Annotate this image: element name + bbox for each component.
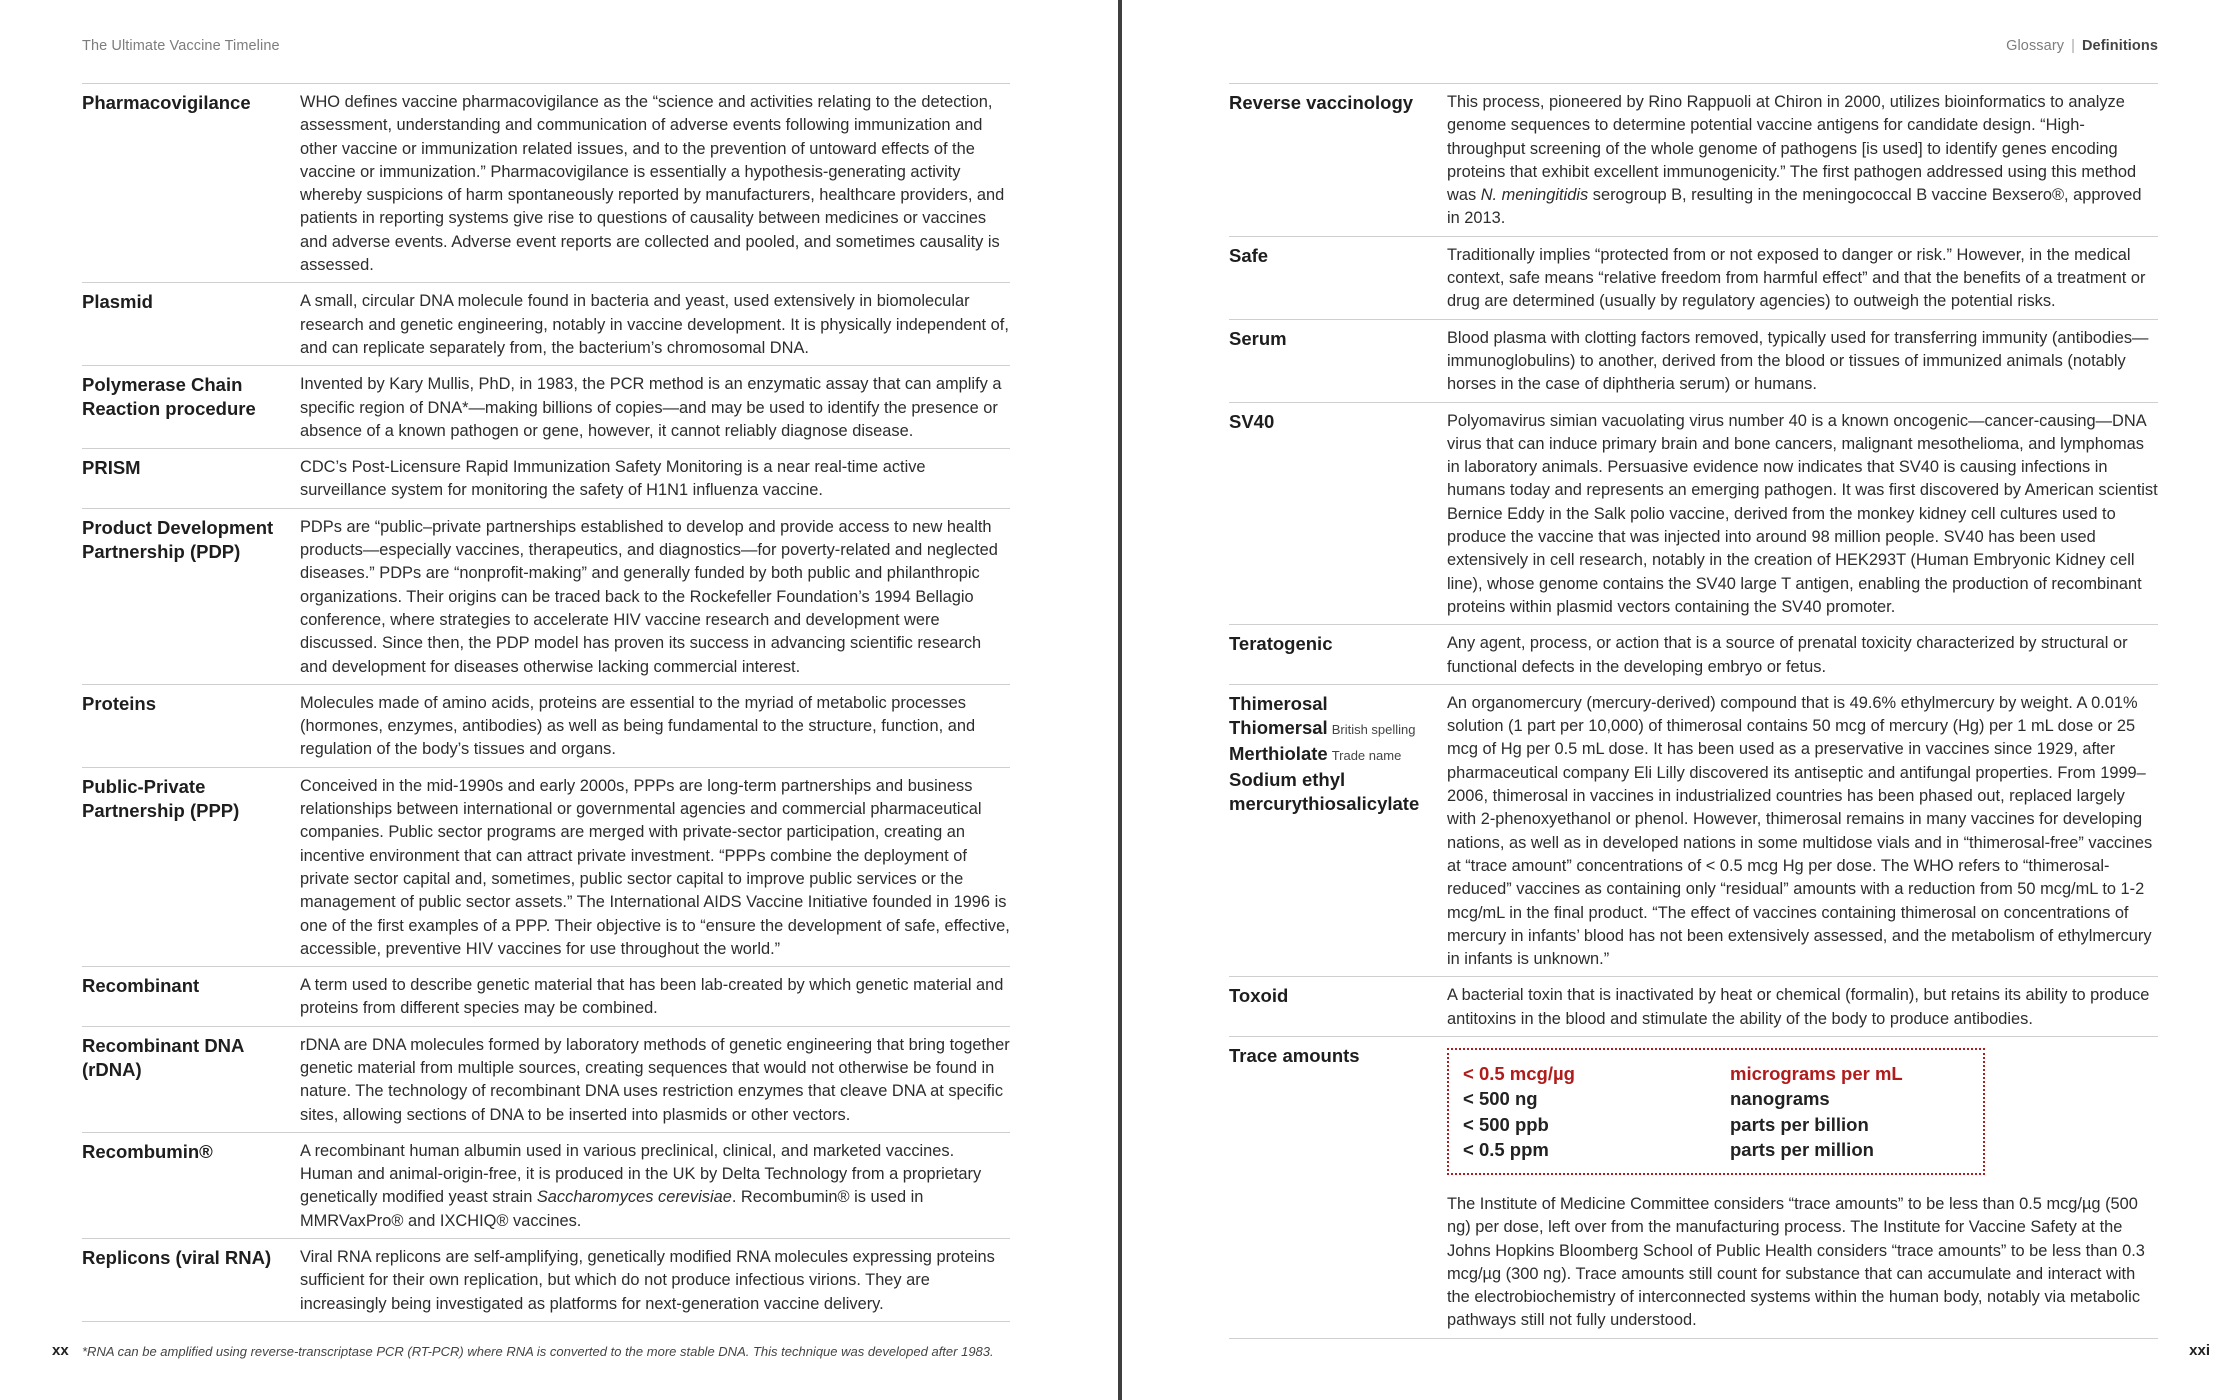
glossary-term: Pharmacovigilance — [82, 92, 251, 113]
trace-amount: < 500 ppb — [1463, 1113, 1549, 1135]
definition-text: A small, circular DNA molecule found in bacteria and yeast, used extensively in biomolecular research and genetic engineering, notably in vaccine development. It is physically independent of, and can replicate separately from, the bacterium’s chromosomal DNA. — [300, 292, 1009, 357]
glossary-entry-replicons — [82, 1238, 1010, 1322]
running-head: The Ultimate Vaccine Timeline — [82, 38, 280, 54]
glossary-list — [1229, 83, 2158, 1339]
definition-text: rDNA are DNA molecules formed by laboratory methods of genetic engineering that bring together genetic material from multiple sources, creating sequences that would not otherwise be found in nature. The technology of recombinant DNA uses restriction enzymes that cleave DNA at specific sites, allowing sections of DNA to be inserted into plasmids or other vectors. — [300, 1035, 1010, 1124]
trace-meaning: micrograms per mL — [1730, 1062, 1903, 1084]
glossary-entry-rdna — [82, 1026, 1010, 1132]
term-name: Sodium ethyl mercurythiosalicylate — [1229, 768, 1420, 814]
species-name: N. meningitidis — [1480, 186, 1589, 205]
page-number: xxi — [2189, 1342, 2210, 1359]
term-line — [1229, 742, 1447, 768]
glossary-entry-ppp — [82, 767, 1010, 966]
glossary-definition — [1447, 981, 2158, 1031]
glossary-term: Polymerase Chain Reaction procedure — [82, 374, 256, 420]
term-line — [1229, 768, 1447, 816]
glossary-entry-pcr — [82, 365, 1010, 448]
glossary-term: Teratogenic — [1229, 633, 1333, 655]
glossary-entry-prism — [82, 448, 1010, 508]
glossary-term-group — [1229, 689, 1447, 972]
glossary-definition — [1447, 1041, 2158, 1333]
glossary-term: SV40 — [1229, 410, 1275, 432]
definition-text: Polyomavirus simian vacuolating virus number 40 is a known oncogenic—cancer-causing—DNA virus that can induce primary brain and bone cancers, malignant mesothelioma, and lymphomas in laboratory animals. Persuasive evidence now indicates that SV40 is causing infections in humans today and represents an emerging pathogen. It was first discovered by American scientist Bernice Eddy in the Salk polio vaccine, derived from the monkey kidney cell cultures used to produce the vaccine that was injected into around 98 million people. SV40 has been used extensively in cell research, notably in the creation of HEK293T (Human Embryonic Kidney cell line), whose genome contains the SV40 large T antigen, enabling the production of recombinant proteins within plasmid vectors containing the SV40 promoter. — [1447, 411, 2158, 616]
trace-meaning: parts per billion — [1730, 1113, 1869, 1135]
glossary-entry-proteins — [82, 684, 1010, 767]
definition-text: Molecules made of amino acids, proteins are essential to the myriad of metabolic processes (hormones, enzymes, antibodies) as well as being fundamental to the structure, function, and regulation of the body’s tissues and organs. — [300, 693, 976, 759]
trace-amount: < 0.5 mcg/µg — [1463, 1062, 1575, 1084]
glossary-definition — [1447, 241, 2158, 314]
glossary-definition — [300, 370, 1010, 443]
glossary-definition — [300, 453, 1010, 503]
trace-meaning: parts per million — [1730, 1139, 1874, 1161]
definition-text: PDPs are “public–private partnerships established to develop and provide access to new health products—especially vaccines, therapeutics, and diagnostics—for poverty-related and neglected diseases.” PDPs are “nonprofit-making” and generally funded by both public and philanthropic organizations. Their origins can be traced back to the Rockefeller Foundation’s 1994 Bellagio conference, where strategies to accelerate HIV vaccine research and development were discussed. Since then, the PDP model has proven its success in advancing scientific research and development for diseases otherwise lacking commercial interest. — [300, 517, 998, 676]
page-gutter — [1118, 0, 1122, 1400]
term-name: Thiomersal — [1229, 716, 1328, 738]
term-note: Trade name — [1331, 747, 1402, 763]
glossary-entry-plasmid — [82, 282, 1010, 365]
glossary-definition — [1447, 407, 2158, 620]
glossary-entry-trace-amounts — [1229, 1036, 2158, 1339]
running-head-current: Definitions — [2081, 38, 2158, 54]
left-page — [0, 0, 1118, 1400]
glossary-definition — [300, 971, 1010, 1021]
definition-segment: This process, pioneered by Rino Rappuoli at Chiron in 2000, utilizes bioinformatics to analyze genome sequences to determine potential vaccine antigens for candidate design. “High-throughput screening of the whole genome of pathogens [is used] to identify genes encoding proteins that exhibit excellent immunogenicity.” The first pathogen addressed using this method was — [1447, 93, 2137, 205]
definition-text — [1447, 91, 2158, 231]
trace-row — [1463, 1112, 1969, 1138]
trace-row — [1463, 1137, 1969, 1163]
glossary-definition — [300, 772, 1010, 961]
definition-text: Conceived in the mid-1990s and early 2000s, PPPs are long-term partnerships and business relationships between international or governmental agencies and commercial pharmaceutical companies. Public sector programs are merged with private-sector participation, creating an incentive environment that can attract private investment. “PPPs combine the deployment of private sector capital and, sometimes, public sector capital to improve public services or the management of public sector assets.” The International AIDS Vaccine Initiative founded in 1996 is one of the first examples of a PPP. Their objective is to “ensure the development of safe, effective, accessible, preventive HIV vaccines for use throughout the world.” — [300, 776, 1010, 958]
glossary-term: Serum — [1229, 327, 1287, 349]
glossary-term: Public-Private Partnership (PPP) — [82, 775, 240, 821]
glossary-entry-reverse-vaccinology — [1229, 83, 2158, 236]
trace-meaning: nanograms — [1730, 1088, 1830, 1110]
glossary-definition — [300, 1031, 1010, 1127]
glossary-definition — [300, 513, 1010, 679]
glossary-term: Recombinant — [82, 975, 200, 997]
trace-amounts-table — [1447, 1048, 1985, 1175]
trace-amount: < 0.5 ppm — [1463, 1139, 1549, 1161]
glossary-definition — [1447, 689, 2158, 972]
trace-row — [1463, 1086, 1969, 1112]
running-head-section: Glossary — [2006, 38, 2065, 54]
page-number: xx — [52, 1342, 69, 1359]
glossary-entry-recombinant — [82, 966, 1010, 1026]
glossary-term: Toxoid — [1229, 985, 1289, 1007]
glossary-definition — [300, 1137, 1010, 1233]
glossary-term: Plasmid — [82, 291, 153, 313]
glossary-definition — [300, 689, 1010, 762]
glossary-term: Replicons (viral RNA) — [82, 1247, 272, 1269]
species-name: Saccharomyces cerevisiae — [536, 1188, 732, 1207]
definition-text: A term used to describe genetic material that has been lab-created by which genetic material and proteins from different species may be combined. — [300, 976, 1004, 1018]
definition-segment: . Recombumin® is used in MMRVaxPro® and IXCHIQ® vaccines. — [300, 1188, 924, 1230]
glossary-term: Proteins — [82, 692, 157, 714]
definition-text — [300, 1140, 1010, 1233]
glossary-entry-serum — [1229, 319, 2158, 402]
footnote: *RNA can be amplified using reverse-transcriptase PCR (RT-PCR) where RNA is converted to the more stable DNA. This technique was developed after 1983. — [82, 1344, 994, 1359]
definition-text: The Institute of Medicine Committee considers “trace amounts” to be less than 0.5 mcg/µg (500 ng) per dose, left over from the manufacturing process. The Institute for Vaccine Safety at the Johns Hopkins Bloomberg School of Public Health considers “trace amounts” to be less than 0.3 mcg/µg (300 ng). Trace amounts still count for substance that can accumulate and interact with the electrobiochemistry of interconnected systems within the human body, notably via metabolic pathways still not fully understood. — [1447, 1194, 2145, 1330]
trace-row — [1463, 1061, 1969, 1087]
term-name: Merthiolate — [1229, 742, 1328, 764]
definition-segment: A recombinant human albumin used in various preclinical, clinical, and marketed vaccines. Human and animal-origin-free, it is produced in the UK by Delta Technology from a proprietary genetically modified yeast strain — [300, 1141, 982, 1207]
definition-text: WHO defines vaccine pharmacovigilance as the “science and activities relating to the detection, assessment, understanding and communication of adverse events following immunization and other vaccine or immunization related issues, and to the prevention of untoward effects of the vaccine or immunization.” Pharmacovigilance is essentially a hypothesis-generating activity whereby suspicions of harm spontaneously reported by manufacturers, healthcare providers, and patients in reporting systems give rise to questions of causality between medicines or vaccines and adverse events. Adverse event reports are collected and pooled, and sometimes causality is assessed. — [300, 93, 1005, 275]
glossary-term: Safe — [1229, 244, 1269, 266]
definition-text: An organomercury (mercury-derived) compound that is 49.6% ethylmercury by weight. A 0.01% solution (1 part per 10,000) of thimerosal contains 50 mcg of mercury (Hg) per 1 mL dose or 25 mcg of Hg per 0.5 mL dose. It has been used as a preservative in vaccines since 1929, after pharmaceutical company Eli Lilly discovered its antiseptic and antifungal properties. From 1999–2006, thimerosal in vaccines in industrialized countries has been phased out, replaced largely with 2-phenoxyethanol or phenol. However, thimerosal remains in many vaccines for developing nations, as well as in developed nations in some multidose vials and in “thimerosal-free” vaccines at “trace amount” concentrations of < 0.5 mcg Hg per dose. The WHO refers to “thimerosal-reduced” vaccines as containing only “residual” amounts with a reduction from 50 mcg/mL to 1-2 mcg/mL in the final product. “The effect of vaccines containing thimerosal on concentrations of mercury in infants’ blood has not been extensively assessed, and the metabolism of ethylmercury in infants is unknown.” — [1447, 693, 2153, 969]
running-head-separator: | — [2071, 38, 2075, 54]
term-note: British spelling — [1331, 721, 1416, 737]
glossary-entry-thimerosal — [1229, 684, 2158, 977]
trace-amount: < 500 ng — [1463, 1088, 1538, 1110]
glossary-definition — [300, 287, 1010, 360]
glossary-term: Recombinant DNA (rDNA) — [82, 1034, 244, 1080]
glossary-definition — [1447, 88, 2158, 231]
glossary-entry-safe — [1229, 236, 2158, 319]
glossary-entry-pdp — [82, 508, 1010, 684]
term-line — [1229, 716, 1447, 742]
definition-text: Invented by Kary Mullis, PhD, in 1983, the PCR method is an enzymatic assay that can amplify a specific region of DNA*—making billions of copies—and may be used to identify the presence or absence of a known pathogen or gene, however, it cannot reliably diagnose disease. — [300, 375, 1002, 440]
term-line — [1229, 692, 1447, 716]
term-name: Thimerosal — [1229, 692, 1328, 714]
glossary-term: Recombumin® — [82, 1140, 213, 1162]
definition-text: A bacterial toxin that is inactivated by heat or chemical (formalin), but retains its ability to produce antitoxins in the blood and stimulate the ability of the body to produce antibodies. — [1447, 986, 2150, 1028]
glossary-definition — [1447, 629, 2158, 679]
glossary-entry-toxoid — [1229, 976, 2158, 1036]
definition-text: CDC’s Post-Licensure Rapid Immunization Safety Monitoring is a near real-time active surveillance system for monitoring the safety of H1N1 influenza vaccine. — [300, 458, 926, 500]
glossary-term: Reverse vaccinology — [1229, 92, 1414, 113]
glossary-term: PRISM — [82, 457, 141, 479]
glossary-term: Trace amounts — [1229, 1044, 1360, 1066]
glossary-entry-teratogenic — [1229, 624, 2158, 684]
definition-text: Blood plasma with clotting factors removed, typically used for transferring immunity (antibodies—immunoglobulins) to another, derived from the blood or tissues of immunized animals (notably horses in the case of diphtheria serum) or humans. — [1447, 328, 2149, 394]
running-head — [2006, 38, 2158, 54]
definition-text: Traditionally implies “protected from or not exposed to danger or risk.” However, in the medical context, safe means “relative freedom from harmful effect” and that the benefits of a treatment or drug are determined (usually by regulatory agencies) to outweigh the potential risks. — [1447, 245, 2146, 311]
glossary-definition — [300, 88, 1010, 277]
glossary-entry-recombumin — [82, 1132, 1010, 1238]
definition-text: Viral RNA replicons are self-amplifying, genetically modified RNA molecules expressing proteins sufficient for their own replication, but which do not produce infectious virions. They are increasingly being investigated as platforms for next-generation vaccine delivery. — [300, 1248, 995, 1313]
glossary-list — [82, 83, 1010, 1322]
right-page — [1124, 0, 2240, 1400]
definition-segment: serogroup B, resulting in the meningococcal B vaccine Bexsero®, approved in 2013. — [1447, 186, 2142, 228]
glossary-entry-pharmacovigilance — [82, 83, 1010, 282]
definition-text: Any agent, process, or action that is a source of prenatal toxicity characterized by structural or functional defects in the developing embryo or fetus. — [1447, 634, 2128, 676]
glossary-entry-sv40 — [1229, 402, 2158, 625]
glossary-definition — [1447, 324, 2158, 397]
glossary-definition — [300, 1243, 1010, 1316]
glossary-term: Product Development Partnership (PDP) — [82, 516, 274, 562]
